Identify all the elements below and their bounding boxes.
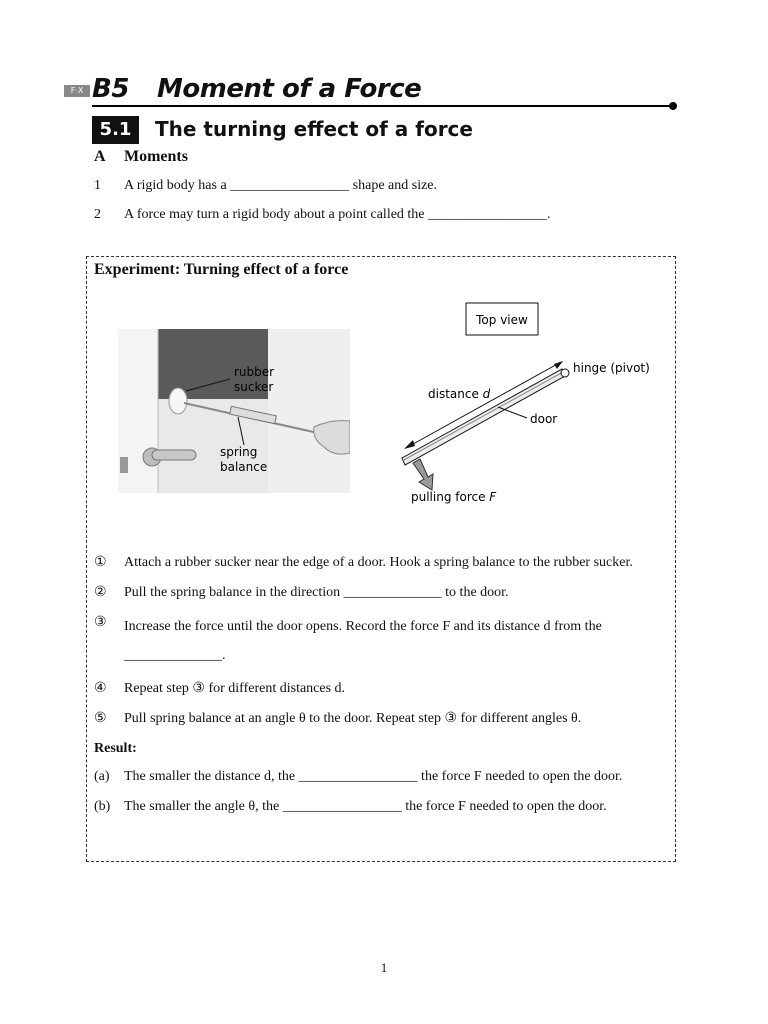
question-number: 1 [94,178,101,193]
section-title: The turning effect of a force [155,117,473,141]
photo-label-rubber: rubber [234,365,275,379]
step-number: ② [94,585,107,600]
subsection-title: Moments [124,148,188,165]
distance-label: distance d [428,387,491,401]
step-text: Increase the force until the door opens. Record the force F and its distance d from the ______________. [124,619,602,663]
page-number: 1 [380,960,388,975]
result-letter: (a) [94,769,110,784]
step-item [94,678,664,700]
subsection-letter: A [94,148,106,165]
experiment-title: Experiment: Turning effect of a force [94,261,349,278]
result-label: Result: [94,741,137,756]
step-text: Repeat step ③ for different distances d. [124,681,346,696]
photo-label-spring: spring [220,445,258,459]
step-item [94,552,664,574]
photo-label-balance: balance [220,460,268,474]
question-text: A force may turn a rigid body about a point called the _________________. [124,207,551,222]
chapter-rule [92,105,672,107]
result-letter: (b) [94,799,111,814]
step-number: ① [94,555,107,570]
experiment-steps [94,552,664,826]
step-number: ③ [94,615,107,630]
fx-logo: F·X [64,85,90,97]
hinge-label: hinge (pivot) [573,361,650,375]
force-arrow-icon [413,459,433,490]
photo-label-sucker: sucker [234,380,274,394]
step-text: Attach a rubber sucker near the edge of a door. Hook a spring balance to the rubber sucker. [124,555,633,570]
step-item [94,612,664,670]
step-text: Pull the spring balance in the direction ______________ to the door. [124,585,509,600]
top-view-diagram [380,300,680,515]
step-text: Pull spring balance at an angle θ to the door. Repeat step ③ for different angles θ. [124,711,582,726]
section-number-badge: 5.1 [92,116,139,144]
question-number: 2 [94,207,101,222]
question-text: A rigid body has a _________________ shape and size. [124,178,438,193]
hinge-icon [561,369,569,377]
top-view-label: Top view [476,313,528,327]
step-number: ⑤ [94,711,107,726]
chapter-rule-end-dot [669,102,677,110]
result-item [94,796,664,818]
step-item [94,708,664,730]
result-text: The smaller the distance d, the _________________ the force F needed to open the door. [124,769,623,784]
result-item [94,766,664,788]
result-text: The smaller the angle θ, the _________________ the force F needed to open the door. [124,799,607,814]
door-label: door [530,412,558,426]
chapter-title: Moment of a Force [157,74,422,104]
step-item [94,582,664,604]
step-number: ④ [94,681,107,696]
force-label: pulling force F [411,490,497,504]
chapter-code: B5 [92,74,129,104]
door-photo [118,329,350,493]
